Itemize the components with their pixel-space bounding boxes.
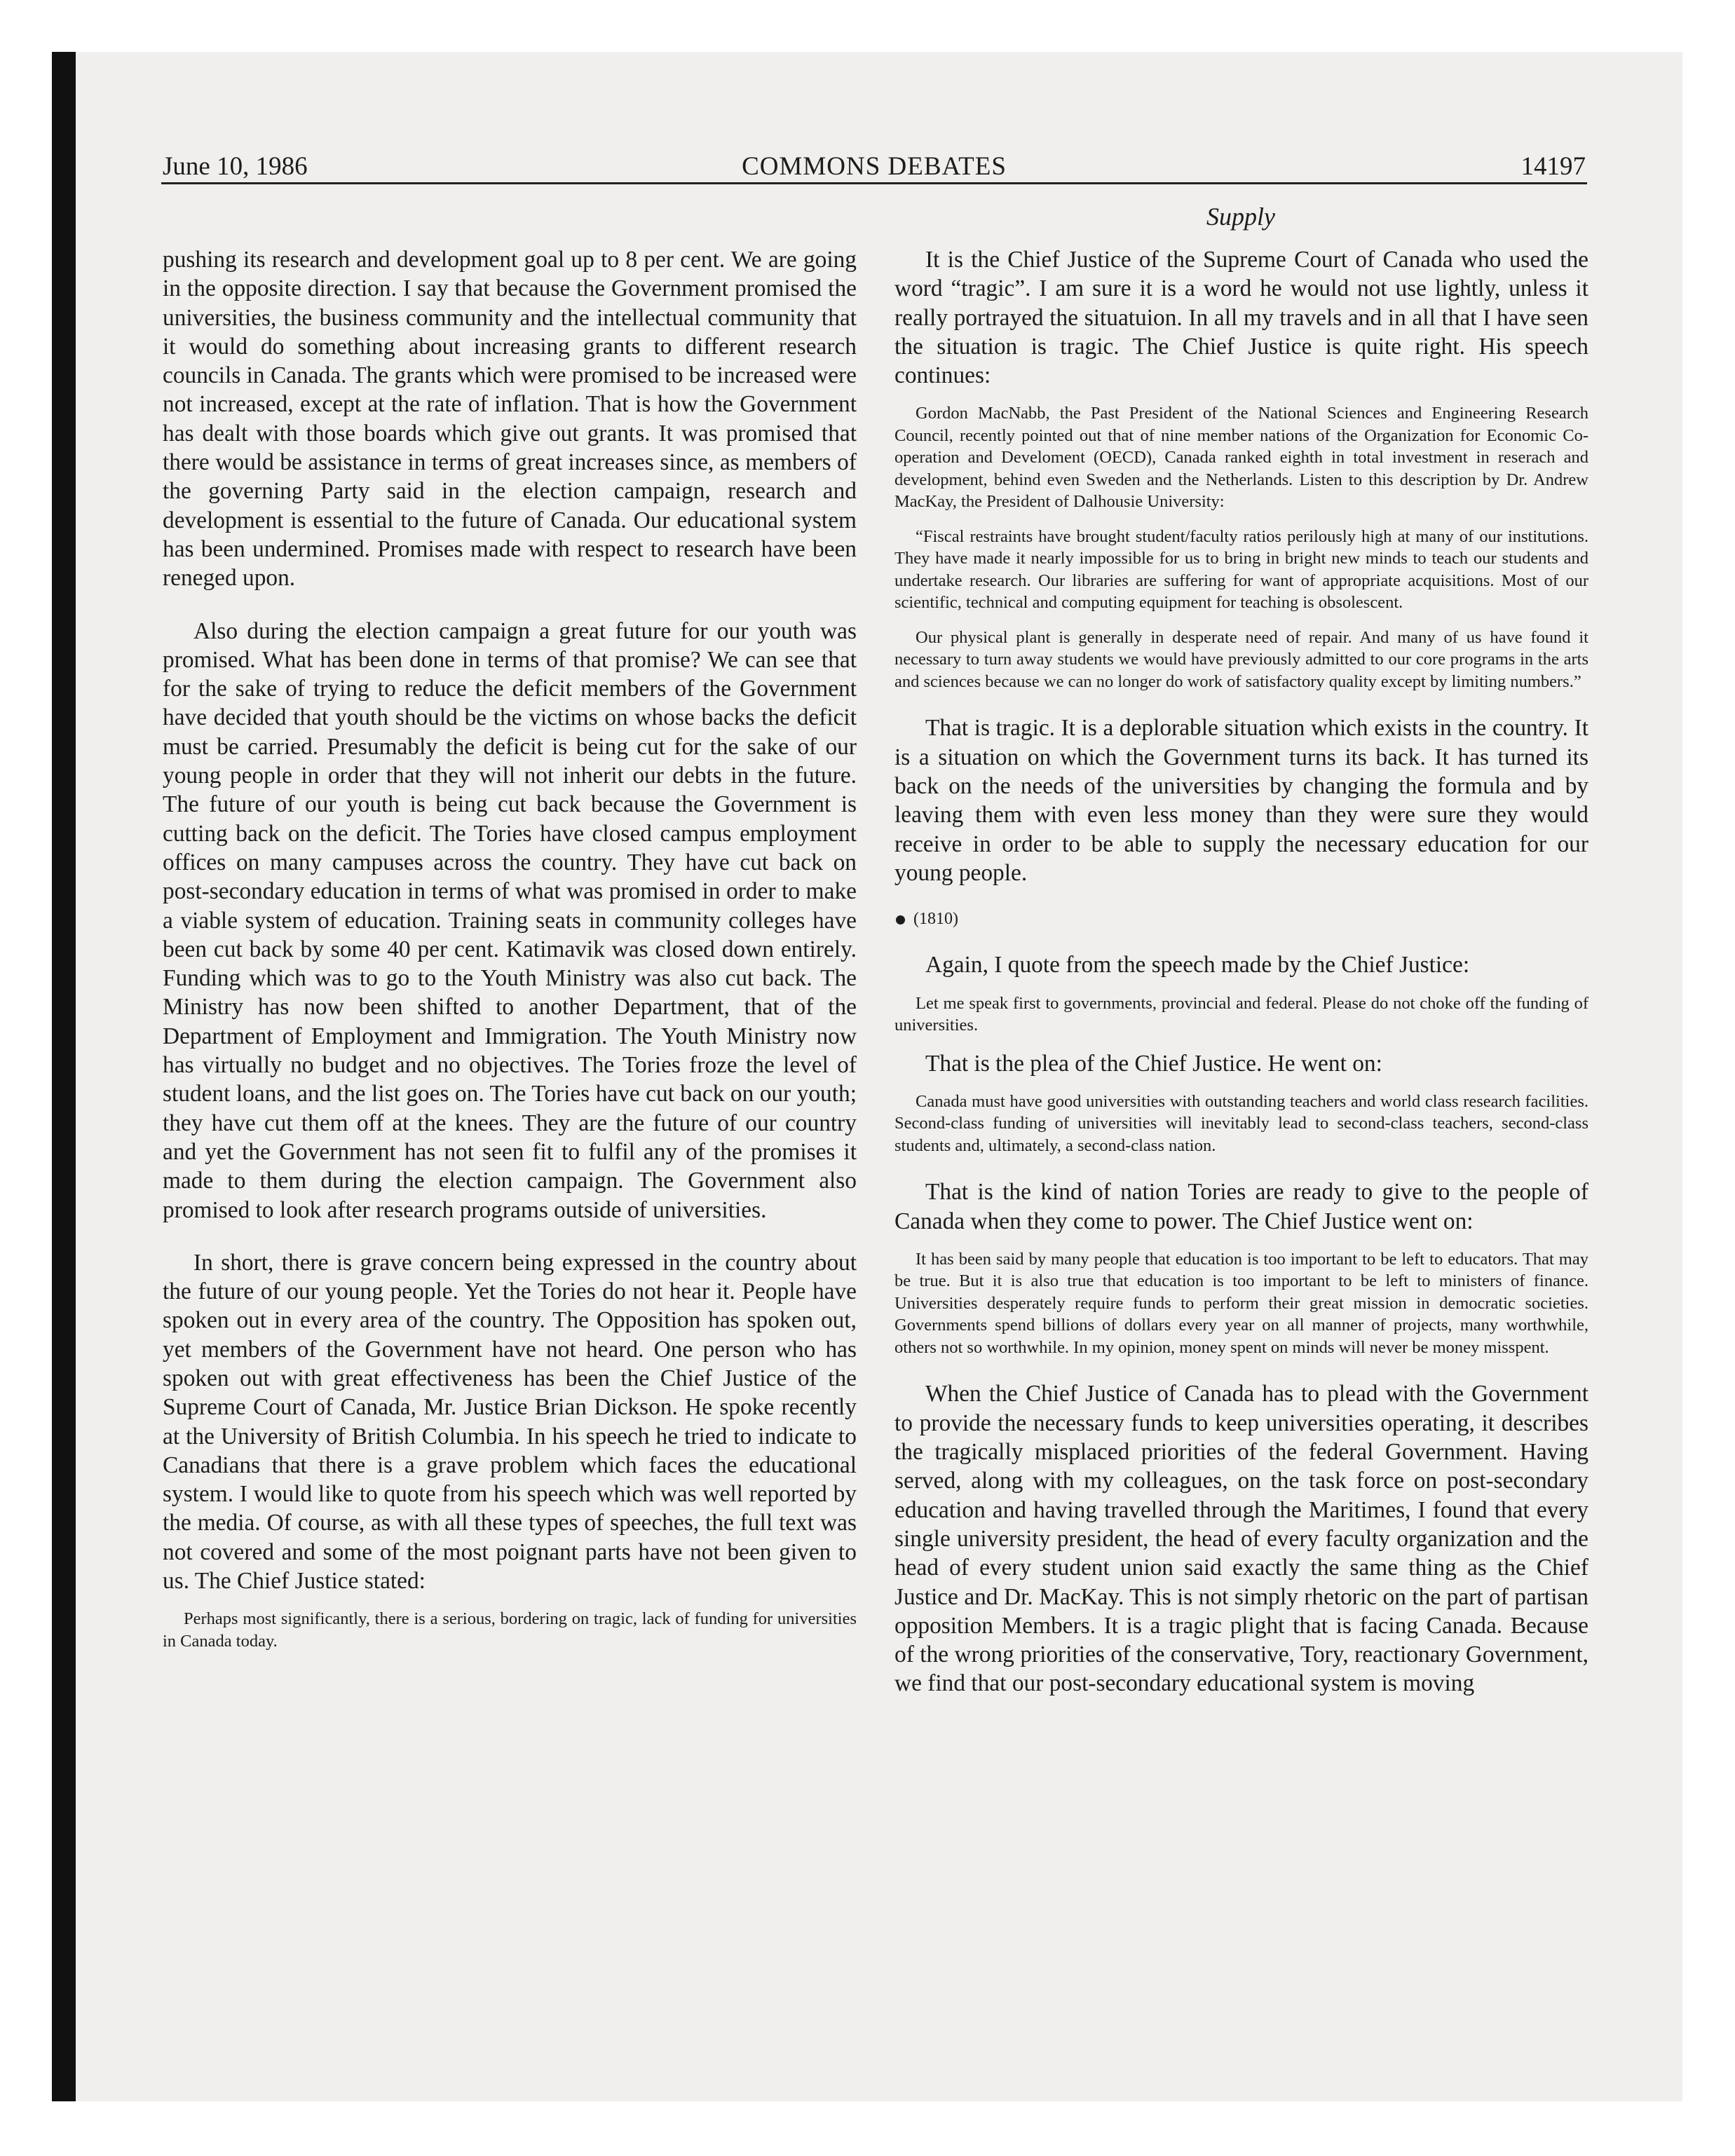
paragraph: That is the kind of nation Tories are ready to give to the people of Canada when they come to power. The Chief Justice went on: (894, 1179, 1588, 1234)
paragraph: It is the Chief Justice of the Supreme Court of Canada who used the word “tragic”. I am sure it is a word he would not use lightly, unless it really portrayed the situatuion. In all my travels and in all that I have seen the situation is tragic. The Chief Justice is quite right. His speech continues: (894, 247, 1588, 389)
block-quote: Canada must have good universities with outstanding teachers and world class research facilities. Second-class funding of universities will inevitably lead to second-class teachers, second-class students and, ultimately, a second-class nation. (894, 1091, 1588, 1155)
paragraph: In short, there is grave concern being expressed in the country about the future of our young people. Yet the Tories do not hear it. People have spoken out in every area of the country. The Opposition has spoken out, yet members of the Government have not heard. One person who has spoken out with great effectiveness has been the Chief Justice of the Supreme Court of Canada, Mr. Justice Brian Dickson. He spoke recently at the University of British Columbia. In his speech he tried to indicate to Canadians that there is a grave problem which faces the educational system. I would like to quote from his speech which was well reported by the media. Of course, as with all these types of speeches, the full text was not covered and some of the most poignant parts have not been given to us. The Chief Justice stated: (163, 1249, 857, 1595)
section-title: Supply (1206, 203, 1275, 231)
paragraph: That is tragic. It is a deplorable situation which exists in the country. It is a situation on which the Government turns its back. It has turned its back on the needs of the universities by changing the formula and by leaving them with even less money than they were sure they would receive in order to be able to supply the necessary education for our young people. (894, 715, 1588, 886)
block-quote: Let me speak first to governments, provincial and federal. Please do not choke off the funding of universities. (894, 993, 1588, 1035)
running-header (161, 149, 1587, 184)
block-quote: “Fiscal restraints have brought student/faculty ratios perilously high at many of our institutions. They have made it nearly impossible for us to bring in bright new minds to teach our students and undertake research. Our libraries are suffering for want of appropriate acquisitions. Most of our scientific, technical and computing equipment for teaching is obsolescent. (894, 526, 1588, 613)
right-column (894, 245, 1588, 1698)
page-number: 14197 (1520, 152, 1586, 181)
block-quote: It has been said by many people that education is too important to be left to educators. That may be true. But it is also true that education is too important to be left to ministers of finance. Universities desperately require funds to perform their great mission in democratic societies. Governments spend billions of dollars every year on all manner of projects, many worthwhile, others not so worthwhile. In my opinion, money spent on minds will never be money misspent. (894, 1249, 1588, 1357)
paragraph: That is the plea of the Chief Justice. He went on: (925, 1050, 1382, 1077)
time-marker (894, 908, 1588, 929)
bullet-icon (896, 915, 905, 925)
paragraph: When the Chief Justice of Canada has to plead with the Government to provide the necessary funds to keep universities operating, it describes the tragically misplaced priorities of the federal Government. Having served, along with my colleagues, on the task force on post-secondary education and having travelled through the Maritimes, I found that every single university president, the head of every faculty organization and the head of every student union said exactly the same thing as the Chief Justice and Dr. MacKay. This is not simply rhetoric on the part of partisan opposition Members. It is a tragic plight that is facing Canada. Because of the wrong priorities of the conservative, Tory, reactionary Government, we find that our post-secondary educational system is moving (894, 1381, 1588, 1697)
block-quote: Gordon MacNabb, the Past President of the National Sciences and Engineering Research Council, recently pointed out that of nine member nations of the Organization for Economic Co-operation and Develoment (OECD), Canada ranked eighth in total investment in reserach and development, behind even Sweden and the Netherlands. Listen to this description by Dr. Andrew MacKay, the President of Dalhousie University: (894, 404, 1588, 512)
header-date: June 10, 1986 (163, 152, 308, 181)
header-title: COMMONS DEBATES (742, 152, 1007, 181)
paragraph: Also during the election campaign a great future for our youth was promised. What has been done in terms of that promise? We can see that for the sake of trying to reduce the deficit members of the Government have decided that youth should be the victims on whose backs the deficit must be carried. Presumably the deficit is being cut for the sake of our young people in order that they will not inherit our debts in the future. The future of our youth is being cut back because the Government is cutting back on the deficit. The Tories have closed campus employment offices on many campuses across the country. They have cut back on post-secondary education in terms of what was promised in order to make a viable system of education. Training seats in community colleges have been cut back by some 40 per cent. Katimavik was closed down entirely. Funding which was to go to the Youth Ministry was also cut back. The Ministry has now been shifted to another Department, that of the Department of Employment and Immigration. The Youth Ministry now has virtually no budget and no objectives. The Tories froze the level of student loans, and the list goes on. The Tories have cut back on our youth; they have cut them off at the knees. They are the future of our country and yet the Government has not seen fit to fulfil any of the promises it made to them during the election campaign. The Government also promised to look after research programs outside of universities. (163, 618, 857, 1223)
paragraph: pushing its research and development goal up to 8 per cent. We are going in the opposite direction. I say that because the Government promised the universities, the business community and the intellectual community that it would do something about increasing grants to different research councils in Canada. The grants which were promised to be increased were not increased, except at the rate of inflation. That is how the Government has dealt with those boards which give out grants. It was promised that there would be assistance in terms of great increases since, as members of the governing Party said in the election campaign, research and development is essential to the future of Canada. Our educational system has been undermined. Promises made with respect to research have been reneged upon. (163, 247, 857, 592)
paragraph: Again, I quote from the speech made by the Chief Justice: (925, 952, 1470, 978)
block-quote: Our physical plant is generally in desperate need of repair. And many of us have found it necessary to turn away students we would have previously admitted to our core programs in the arts and sciences because we can no longer do work of satisfactory quality except by limiting numbers.” (894, 627, 1588, 691)
block-quote: Perhaps most significantly, there is a serious, bordering on tragic, lack of funding for universities in Canada today. (163, 1609, 857, 1651)
time-marker-text: (1810) (913, 910, 958, 929)
binding-edge (52, 52, 76, 2101)
left-column (163, 245, 857, 1652)
